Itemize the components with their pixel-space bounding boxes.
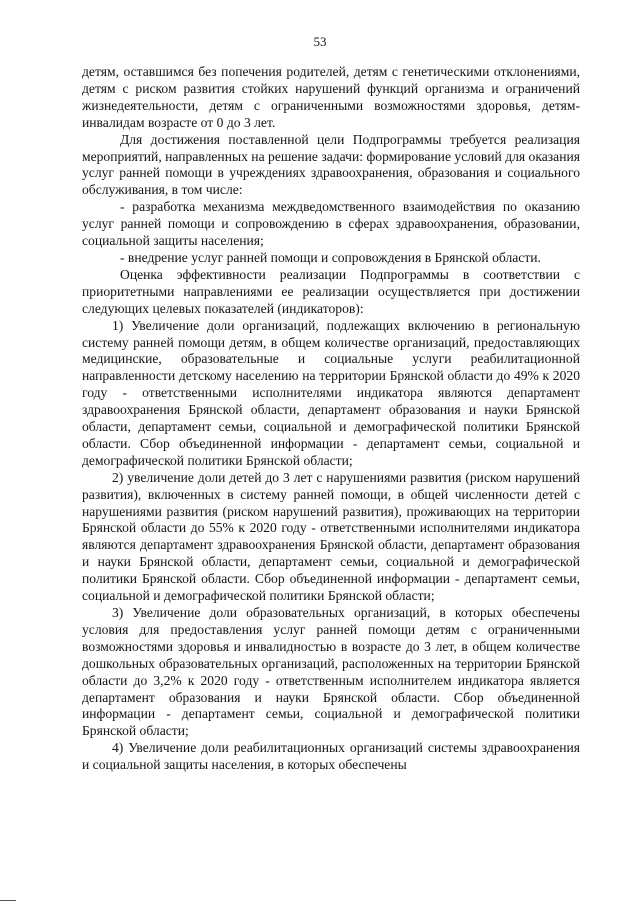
indicator-2: 2) увеличение доли детей до 3 лет с нарушениями развития (риском нарушений развития), включенных в систему ранней помощи, в общей численности детей с нарушениями развития (риском нарушений развития), проживающих на территории Брянской области до 55% к 2020 году - ответственными исполнителями индикатора являются департамент здравоохранения Брянской области, департамент образования и науки Брянской области, департамент семьи, социальной и демографической политики Брянской области. Сбор объединенной информации - департамент семьи, социальной и демографической политики Брянской области; xyxy=(82,469,580,604)
list-item-mechanism: - разработка механизма междведомственного взаимодействия по оказанию услуг ранней помощи и сопровождению в сферах здравоохранения, образовании, социальной защиты населения; xyxy=(82,199,580,249)
paragraph-evaluation: Оценка эффективности реализации Подпрограммы в соответствии с приоритетными направлениями ее реализации осуществляется при достижении следующих целевых показателей (индикаторов): xyxy=(82,266,580,316)
list-item-implementation: - внедрение услуг ранней помощи и сопровождения в Брянской области. xyxy=(120,249,541,265)
page-number: 53 xyxy=(313,34,327,49)
paragraph-continuation: детям, оставшимся без попечения родителей, детям с генетическими отклонениями, детям с риском развития стойких нарушений функций организма и ограничений жизнедеятельности, детям с ограниченными возможностями здоровья, детям-инвалидам возрасте от 0 до 3 лет. xyxy=(82,64,580,130)
scan-edge-mark xyxy=(0,900,16,901)
document-body xyxy=(82,64,580,774)
indicator-3: 3) Увеличение доли образовательных организаций, в которых обеспечены условия для предоставления услуг ранней помощи детям с ограниченными возможностями здоровья и инвалидностью в возрасте до 3 лет, в общем количестве дошкольных образовательных организаций, расположенных на территории Брянской области до 3,2% к 2020 году - ответственным исполнителем индикатора является департамент образования и науки Брянской области. Сбор объединенной информации - департамент семьи, социальной и демографической политики Брянской области; xyxy=(82,605,580,739)
paragraph-goal: Для достижения поставленной цели Подпрограммы требуется реализация мероприятий, направленных на решение задачи: формирование условий для оказания услуг ранней помощи в учреждениях здравоохранения, образования и социального обслуживания, в том числе: xyxy=(82,131,580,198)
indicator-4: 4) Увеличение доли реабилитационных организаций системы здравоохранения и социальной защиты населения, в которых обеспечены xyxy=(82,740,580,773)
indicator-1: 1) Увеличение доли организаций, подлежащих включению в региональную систему ранней помощи детям, в общем количестве организаций, предоставляющих медицинские, образовательные и социальные услуги реабилитационной направленности детскому населению на территории Брянской области до 49% к 2020 году - ответственными исполнителями индикатора являются департамент здравоохранения Брянской области, департамент образования и науки Брянской области, департамент семьи, социальной и демографической политики Брянской области. Сбор объединенной информации - департамент семьи, социальной и демографической политики Брянской области; xyxy=(82,317,580,468)
